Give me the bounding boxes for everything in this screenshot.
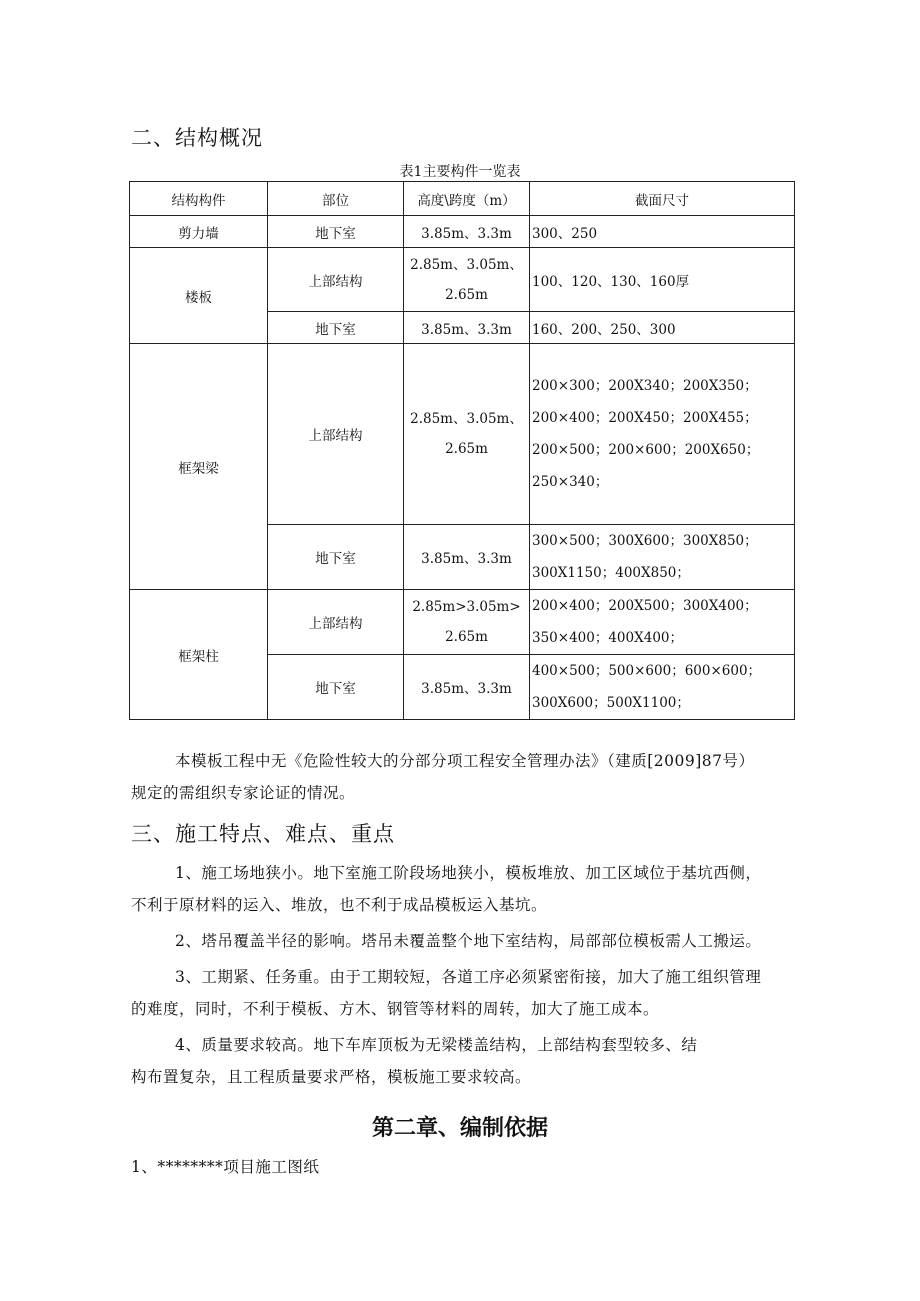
header-component: 结构构件 xyxy=(130,182,268,216)
beam-base-sizes xyxy=(530,525,795,590)
size-line: 200×500；200×600；200X650； xyxy=(532,442,760,458)
size-line: 200×400；200X500；300X400； xyxy=(532,598,758,614)
table-row xyxy=(130,248,795,312)
slab-upper-location: 上部结构 xyxy=(268,248,404,312)
chapter-title: 第二章、编制依据 xyxy=(371,1115,548,1141)
table-header-row xyxy=(130,182,795,216)
shear-wall-name: 剪力墙 xyxy=(130,216,268,248)
span-line: 2.65m xyxy=(445,441,488,457)
section-title-structure: 二、结构概况 xyxy=(131,126,263,150)
column-base-span: 3.85m、3.3m xyxy=(404,655,530,720)
beam-upper-location: 上部结构 xyxy=(268,344,404,525)
size-line: 200×400；200X450；200X455； xyxy=(532,410,758,426)
beam-base-span: 3.85m、3.3m xyxy=(404,525,530,590)
basis-item: 1、********项目施工图纸 xyxy=(131,1158,320,1176)
slab-upper-size: 100、120、130、160厚 xyxy=(530,248,795,312)
header-location: 部位 xyxy=(268,182,404,216)
note-line: 本模板工程中无《危险性较大的分部分项工程安全管理办法》（建质[2009]87号） xyxy=(175,752,755,770)
slab-base-span: 3.85m、3.3m xyxy=(404,312,530,344)
span-line: 2.85m、3.05m、 xyxy=(410,256,523,273)
span-line: 2.65m xyxy=(445,286,488,303)
size-line: 250×340； xyxy=(532,474,609,490)
beam-base-location: 地下室 xyxy=(268,525,404,590)
section-title-features: 三、施工特点、难点、重点 xyxy=(131,822,395,846)
header-section-size: 截面尺寸 xyxy=(530,182,795,216)
column-upper-sizes xyxy=(530,590,795,655)
span-line: 2.85m、3.05m、 xyxy=(410,411,523,427)
slab-base-location: 地下室 xyxy=(268,312,404,344)
slab-upper-span xyxy=(404,248,530,312)
slab-name: 楼板 xyxy=(130,248,268,344)
beam-upper-sizes xyxy=(530,344,795,525)
feature-3-line: 的难度，同时，不利于模板、方木、钢管等材料的周转，加大了施工成本。 xyxy=(131,1000,660,1018)
column-upper-span xyxy=(404,590,530,655)
span-line: 2.85m>3.05m> xyxy=(412,599,521,615)
table-row xyxy=(130,216,795,248)
shear-wall-size: 300、250 xyxy=(530,216,795,248)
features-paragraphs xyxy=(131,857,811,1093)
beam-upper-span xyxy=(404,344,530,525)
column-name: 框架柱 xyxy=(130,590,268,720)
size-line: 350×400；400X400； xyxy=(532,630,683,646)
note-paragraph xyxy=(131,745,811,809)
feature-1-line: 1、施工场地狭小。地下室施工阶段场地狭小，模板堆放、加工区域位于基坑西侧， xyxy=(175,864,762,882)
size-line: 300×500；300X600；300X850； xyxy=(532,533,758,549)
column-base-location: 地下室 xyxy=(268,655,404,720)
size-line: 200×300；200X340；200X350； xyxy=(532,378,758,394)
note-line: 规定的需组织专家论证的情况。 xyxy=(131,784,356,802)
header-span: 高度\跨度（m） xyxy=(404,182,530,216)
feature-4-line: 构布置复杂，且工程质量要求严格，模板施工要求较高。 xyxy=(131,1068,532,1086)
table-row xyxy=(130,590,795,655)
slab-base-size: 160、200、250、300 xyxy=(530,312,795,344)
span-line: 2.65m xyxy=(445,629,488,645)
feature-1-line: 不利于原材料的运入、堆放，也不利于成品模板运入基坑。 xyxy=(131,896,548,914)
shear-wall-span: 3.85m、3.3m xyxy=(404,216,530,248)
feature-2-line: 2、塔吊覆盖半径的影响。塔吊未覆盖整个地下室结构，局部部位模板需人工搬运。 xyxy=(175,932,762,950)
beam-name: 框架梁 xyxy=(130,344,268,590)
components-table xyxy=(129,181,795,720)
size-line: 400×500；500×600；600×600； xyxy=(532,663,762,679)
column-upper-location: 上部结构 xyxy=(268,590,404,655)
feature-4-line: 4、质量要求较高。地下车库顶板为无梁楼盖结构，上部结构套型较多、结 xyxy=(175,1036,698,1054)
feature-3-line: 3、工期紧、任务重。由于工期较短，各道工序必须紧密衔接，加大了施工组织管理 xyxy=(175,968,762,986)
table-caption: 表1主要构件一览表 xyxy=(399,164,521,180)
size-line: 300X600；500X1100； xyxy=(532,695,690,711)
shear-wall-location: 地下室 xyxy=(268,216,404,248)
size-line: 300X1150；400X850； xyxy=(532,565,690,581)
table-row xyxy=(130,344,795,525)
column-base-sizes xyxy=(530,655,795,720)
